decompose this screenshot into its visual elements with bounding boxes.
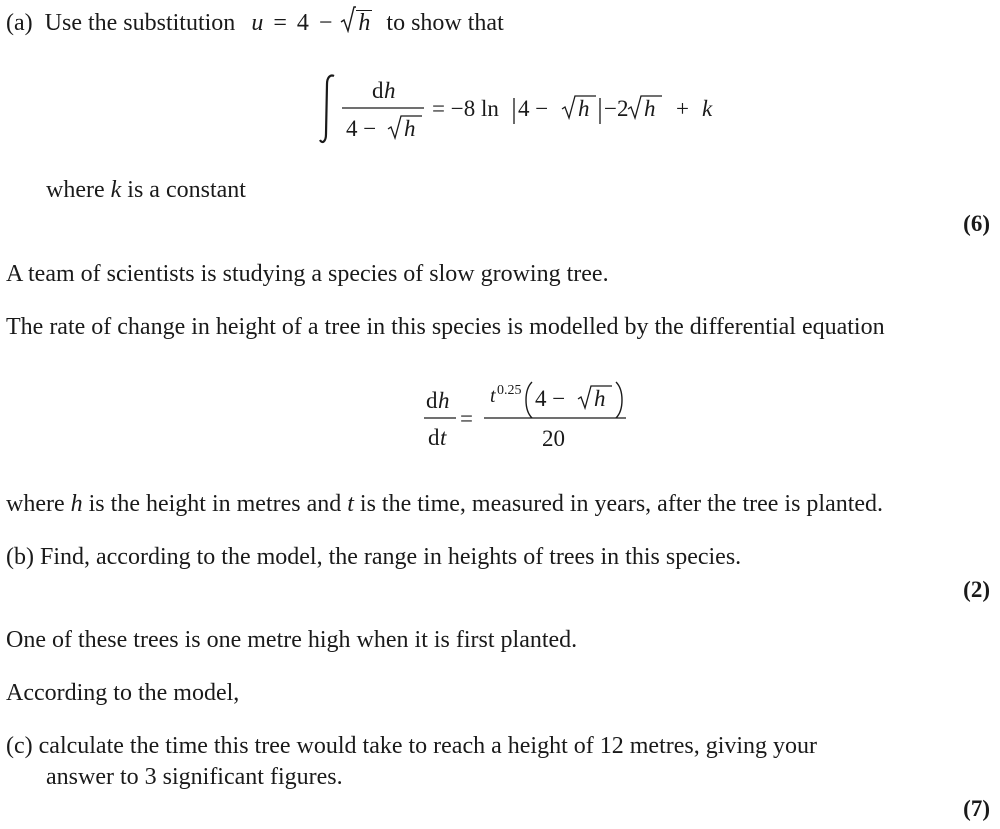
int-rhs-sqrt-var: h bbox=[644, 96, 656, 121]
sub-minus: − bbox=[318, 10, 333, 36]
sqrt-sign-icon bbox=[340, 5, 356, 33]
de-rhs-den: 20 bbox=[542, 426, 565, 451]
de-lhs-den-d: d bbox=[428, 425, 440, 450]
part-c-label: (c) bbox=[6, 733, 33, 759]
integral-sign-icon bbox=[320, 75, 334, 142]
where-t-suffix: is the time, measured in years, after the tree is planted. bbox=[359, 491, 884, 517]
int-rhs-abs-var: h bbox=[578, 96, 590, 121]
right-paren-icon bbox=[616, 382, 622, 418]
sub-sqrt-var: h bbox=[358, 10, 371, 36]
where-t-var: t bbox=[347, 491, 354, 517]
int-den-var: h bbox=[404, 116, 416, 141]
part-a-label: (a) bbox=[6, 10, 33, 36]
integral-equation bbox=[318, 72, 758, 152]
int-num-d: d bbox=[372, 78, 384, 103]
where-h-prefix: where bbox=[6, 491, 65, 517]
sub-sqrt bbox=[342, 10, 372, 36]
de-rhs-t: t bbox=[490, 385, 496, 407]
where-k-var: k bbox=[110, 177, 122, 203]
de-rhs-inner-var: h bbox=[594, 386, 606, 411]
int-rhs-mid: −2 bbox=[604, 96, 629, 121]
de-rhs-exp: 0.25 bbox=[497, 383, 522, 398]
part-b-text: Find, according to the model, the range in heights of trees in this species. bbox=[39, 544, 742, 570]
marks-part-c: (7) bbox=[963, 796, 990, 821]
int-den-left: 4 − bbox=[346, 116, 377, 141]
int-rhs-plus: + bbox=[676, 96, 689, 121]
de-rhs-inner-left: 4 − bbox=[535, 386, 566, 411]
int-rhs-abs-left: 4 − bbox=[518, 96, 549, 121]
de-lhs-num-var: h bbox=[438, 388, 450, 413]
part-c-prompt bbox=[6, 734, 817, 758]
de-eq: = bbox=[460, 406, 473, 431]
where-h-var: h bbox=[70, 491, 83, 517]
part-a-prompt bbox=[6, 10, 504, 36]
de-lhs-num-d: d bbox=[426, 388, 438, 413]
de-lhs-den-var: t bbox=[440, 425, 447, 450]
part-b-label: (b) bbox=[6, 544, 34, 570]
sub-var-u: u bbox=[251, 10, 264, 36]
sub-four: 4 bbox=[296, 10, 309, 36]
left-paren-icon bbox=[526, 382, 532, 418]
part-b-prompt bbox=[6, 545, 741, 569]
part-a-text-after: to show that bbox=[386, 10, 504, 36]
where-h-line bbox=[6, 492, 883, 516]
differential-equation bbox=[420, 372, 640, 452]
where-h-mid: is the height in metres and bbox=[88, 491, 342, 517]
part-c-intro-1: One of these trees is one metre high when it is first planted. bbox=[6, 627, 578, 653]
int-num-var: h bbox=[384, 78, 396, 103]
part-c-text-2: answer to 3 significant figures. bbox=[46, 764, 343, 790]
where-k-suffix: is a constant bbox=[127, 177, 246, 203]
part-c-text-1: calculate the time this tree would take to reach a height of 12 metres, giving your bbox=[38, 733, 818, 759]
where-k-line bbox=[46, 178, 246, 202]
context-line-1: A team of scientists is studying a species of slow growing tree. bbox=[6, 261, 609, 287]
part-a-text-before: Use the substitution bbox=[44, 10, 236, 36]
int-rhs-pre: = −8 ln bbox=[432, 96, 499, 121]
sub-eq: = bbox=[273, 10, 287, 36]
where-k-prefix: where bbox=[46, 177, 105, 203]
context-line-2: The rate of change in height of a tree in this species is modelled by the differential equation bbox=[6, 314, 885, 340]
marks-part-a: (6) bbox=[963, 211, 990, 236]
part-c-intro-2: According to the model, bbox=[6, 680, 240, 706]
marks-part-b: (2) bbox=[963, 577, 990, 602]
int-rhs-const: k bbox=[702, 96, 713, 121]
